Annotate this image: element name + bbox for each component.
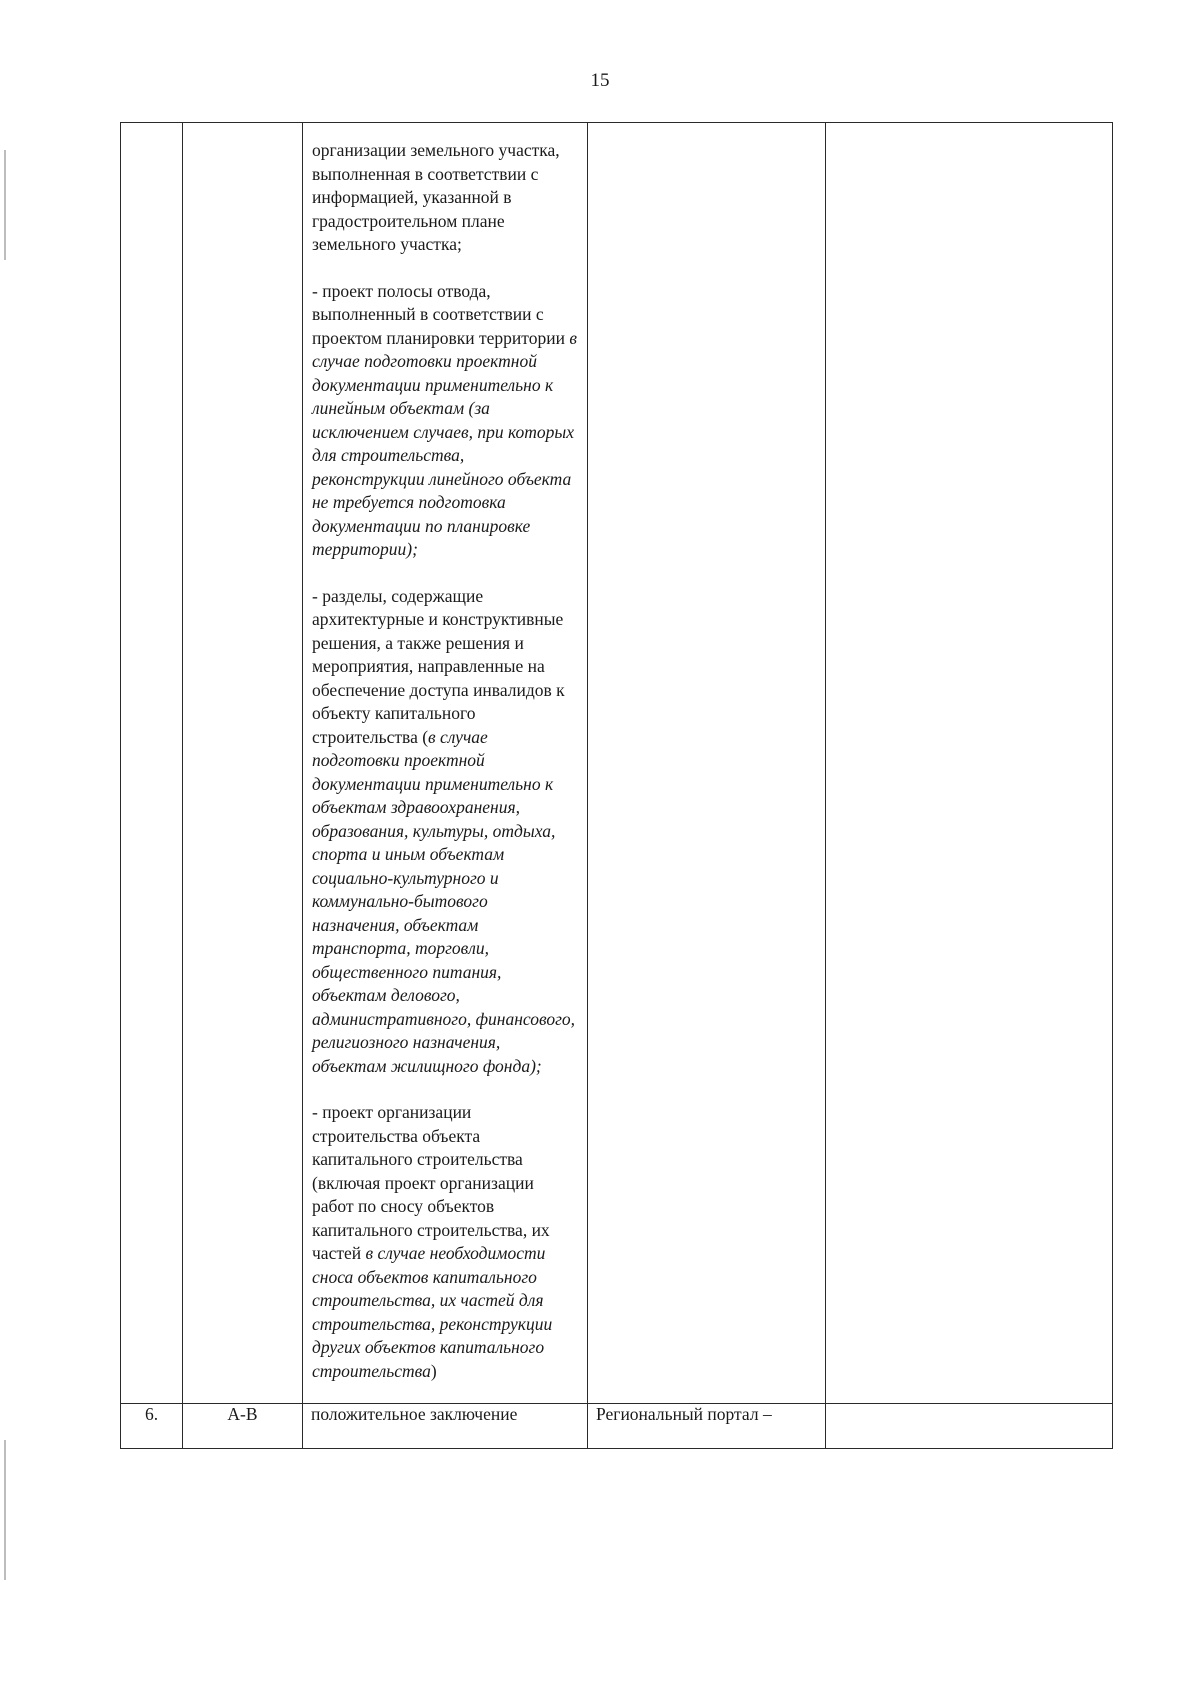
text: ) — [430, 1360, 437, 1381]
table-row — [121, 123, 1113, 1404]
italic-text: в случае подготовки проектной документации применительно к линейным объектам (за исключением случаев, при которых для строительства, реконструкции линейного объекта не требуется подготовка документации по планировке территории); — [312, 327, 577, 559]
page-number: 15 — [590, 70, 610, 91]
cell-category — [183, 123, 303, 1404]
document-description — [303, 123, 587, 1403]
row-source: Региональный портал – — [588, 1404, 826, 1449]
text: - разделы, содержащие архитектурные и конструктивные решения, а также решения и мероприятия, направленные на обеспечение доступа инвалидов к объекту капитального строительства ( — [312, 585, 565, 747]
description-paragraph — [312, 139, 579, 257]
table-row — [121, 1404, 1113, 1449]
row-document: положительное заключение — [303, 1404, 588, 1449]
text: организации земельного участка, выполненная в соответствии с информацией, указанной в градостроительном плане земельного участка; — [312, 140, 560, 254]
cell-document-description — [303, 123, 588, 1404]
scan-artifact — [4, 150, 6, 260]
cell-note — [826, 123, 1113, 1404]
cell-source — [588, 123, 826, 1404]
text: - проект полосы отвода, выполненный в соответствии с проектом планировки территории — [312, 280, 570, 348]
requirements-table — [120, 122, 1113, 1449]
scan-artifact — [4, 1440, 6, 1580]
italic-text: в случае необходимости сноса объектов капитального строительства, их частей для строительства, реконструкции других объектов капитального строительства — [312, 1243, 553, 1381]
row-note — [826, 1404, 1113, 1449]
description-paragraph — [312, 280, 579, 562]
cell-number — [121, 123, 183, 1404]
text: - проект организации строительства объекта капитального строительства (включая проект организации работ по сносу объектов капитального строительства, их частей — [312, 1102, 550, 1263]
description-paragraph — [312, 585, 579, 1079]
row-number: 6. — [121, 1404, 183, 1449]
italic-text: в случае подготовки проектной документации применительно к объектам здравоохранения, образования, культуры, отдыха, спорта и иным объектам социально-культурного и коммунально-бытового назначения, объектам транспорта, торговли, общественного питания, объектам делового, административного, финансового, религиозного назначения, объектам жилищного фонда); — [312, 726, 576, 1076]
description-paragraph — [312, 1101, 579, 1383]
row-category: А-В — [183, 1404, 303, 1449]
